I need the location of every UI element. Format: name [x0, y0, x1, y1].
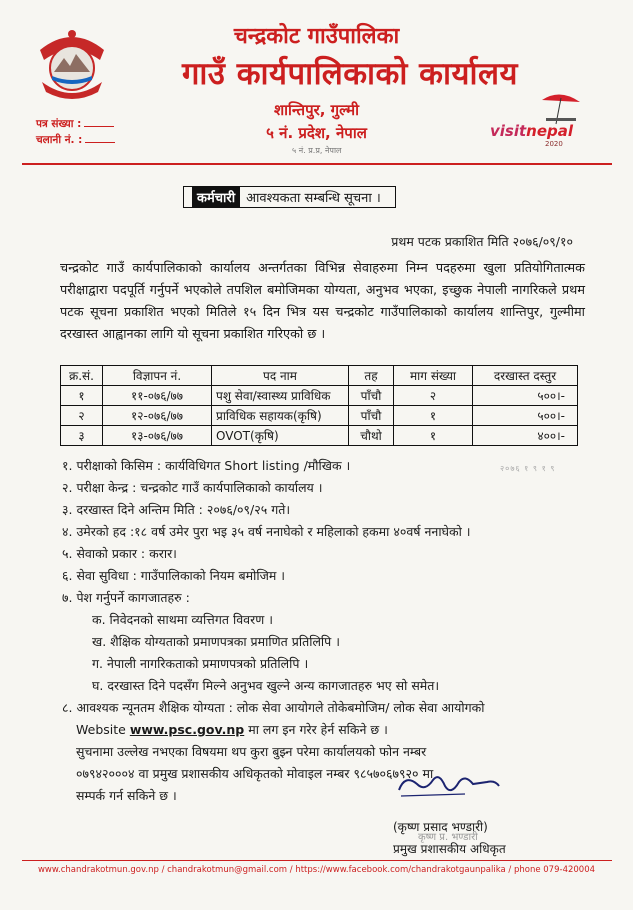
closing-line: सम्पर्क गर्न सकिने छ । [76, 788, 177, 803]
umbrella-icon [490, 92, 600, 126]
signatory-title: प्रमुख प्रशासकीय अधिकृत [393, 842, 506, 856]
vacancy-table [60, 365, 578, 446]
cell-level: पाँचौ [349, 386, 394, 406]
cell-fee: ५००।- [473, 386, 578, 406]
office-location: शान्तिपुर, गुल्मी [273, 101, 360, 119]
cell-fee: ४००।- [473, 426, 578, 446]
list-item: ६. सेवा सुविधा : गाउँपालिकाको नियम बमोजिम । [62, 568, 286, 583]
intro-paragraph: चन्द्रकोट गाउँ कार्यपालिकाको कार्यालय अन्तर्गतका विभिन्न सेवाहरुमा निम्न पदहरुमा खुला प्रतियोगितात्मक परीक्षाद्वारा पदपूर्ति गर्नुपर्ने भएकोले तपशिल बमोजिमका योग्यता, अनुभव भएका, इच्छुक नेपाली नागरिकले प्रथम पटक सूचना प्रकाशित भएको मितिले १५ दिन भित्र यस चन्द्रकोट गाउँपालिकाको कार्यालय शान्तिपुर, गुल्मीमा दरखास्त आह्वानका लागि यो सूचना प्रकाशित गरिएको छ । [60, 261, 585, 342]
website-suffix: मा लग इन गरेर हेर्न सकिने छ । [248, 722, 388, 737]
col-header-count: माग संख्या [394, 366, 473, 386]
closing-line: ०७९४२०००४ वा प्रमुख प्रशासकीय अधिकृतको मोवाइल नम्बर ९८५७०६७९२० मा [76, 766, 434, 781]
sub-list-item: ख. शैक्षिक योग्यताको प्रमाणपत्रका प्रमाणित प्रतिलिपि । [92, 634, 340, 649]
cell-adv-no: १३-०७६/७७ [103, 426, 212, 446]
list-item: ४. उमेरको हद :१८ वर्ष उमेर पुरा भइ ३५ वर्ष ननाघेको र महिलाको हकमा ४०वर्ष ननाघेको । [62, 524, 471, 539]
cell-level: पाँचौ [349, 406, 394, 426]
closing-line: सुचनामा उल्लेख नभएका विषयमा थप कुरा बुझ्न परेमा कार्यालयको फोन नम्बर [76, 744, 427, 759]
office-name: गाउँ कार्यपालिकाको कार्यालय [181, 56, 519, 92]
footer-contact: www.chandrakotmun.gov.np / chandrakotmun@gmail.com / https://www.facebook.com/chandrakotgaunpalika / phone 079-420004 [37, 865, 596, 875]
list-item: ८. आवश्यक न्यूनतम शैक्षिक योग्यता : लोक सेवा आयोगले तोकेबमोजिम/ लोक सेवा आयोगको [62, 700, 485, 715]
faded-stamp-text: ५ नं. प्र.प्र, नेपाल [292, 146, 342, 155]
province-line: ५ नं. प्रदेश, नेपाल [266, 124, 367, 142]
list-item: २. परीक्षा केन्द्र : चन्द्रकोट गाउँ कार्यपालिकाको कार्यालय । [62, 480, 323, 495]
website-line [76, 721, 388, 738]
sub-list-item: ग. नेपाली नागरिकताको प्रमाणपत्रको प्रतिलिपि । [92, 656, 309, 671]
sub-list-item: घ. दरखास्त दिने पदसँग मिल्ने अनुभव खुल्ने अन्य कागजातहरु भए सो समेत। [92, 678, 440, 693]
faded-background-text: २०७६ १ ९ १ ९ [500, 464, 556, 473]
notice-title-dark: कर्मचारी [192, 187, 240, 207]
cell-fee: ५००।- [473, 406, 578, 426]
col-header-sn: क्र.सं. [61, 366, 103, 386]
list-item: ७. पेश गर्नुपर्ने कागजातहरु : [62, 590, 190, 605]
col-header-fee: दरखास्त दस्तुर [473, 366, 578, 386]
notice-title-light: आवश्यकता सम्बन्धि सूचना । [246, 191, 381, 206]
cell-count: १ [394, 426, 473, 446]
website-label: Website [76, 722, 126, 737]
cell-adv-no: ११-०७६/७७ [103, 386, 212, 406]
letterhead-divider [22, 163, 612, 165]
cell-sn: ३ [61, 426, 103, 446]
cell-count: १ [394, 406, 473, 426]
signature-stamp-faint: कृष्ण प्र. भण्डारी [418, 832, 478, 843]
table-row [61, 406, 578, 426]
municipality-name: चन्द्रकोट गाउँपालिका [233, 24, 400, 49]
signature-scribble [395, 770, 505, 800]
list-item: १. परीक्षाको किसिम : कार्यविधिगत Short listing /मौखिक । [62, 458, 351, 473]
publish-date: प्रथम पटक प्रकाशित मिति २०७६/०९/१० [391, 234, 573, 249]
list-item: ३. दरखास्त दिने अन्तिम मिति : २०७६/०९/२५ गते। [62, 502, 291, 517]
visit-nepal-year: 2020 [545, 140, 563, 148]
table-header-row [61, 366, 578, 386]
sub-list-item: क. निवेदनको साथमा व्यत्तिगत विवरण । [92, 612, 273, 627]
cell-post: पशु सेवा/स्वास्थ्य प्राविधिक [212, 386, 349, 406]
notice-title [183, 186, 396, 208]
cell-count: २ [394, 386, 473, 406]
footer-divider [22, 860, 612, 861]
cell-sn: १ [61, 386, 103, 406]
ref-no-field: पत्र संख्या : [36, 117, 114, 131]
table-row [61, 386, 578, 406]
psc-website-link[interactable]: www.psc.gov.np [129, 722, 245, 737]
cell-post: प्राविधिक सहायक(कृषि) [212, 406, 349, 426]
visit-nepal-logo [490, 92, 600, 152]
table-row [61, 426, 578, 446]
list-item: ५. सेवाको प्रकार : करार। [62, 546, 177, 561]
cell-post: OVOT(कृषि) [212, 426, 349, 446]
col-header-adv-no: विज्ञापन नं. [103, 366, 212, 386]
col-header-level: तह [349, 366, 394, 386]
cell-adv-no: १२-०७६/७७ [103, 406, 212, 426]
signatory-name: (कृष्ण प्रसाद भण्डारी) [393, 820, 488, 834]
dispatch-no-field: चलानी नं. : [36, 133, 115, 147]
col-header-post: पद नाम [212, 366, 349, 386]
visit-nepal-text: visitnepal [490, 122, 574, 140]
cell-sn: २ [61, 406, 103, 426]
cell-level: चौथो [349, 426, 394, 446]
